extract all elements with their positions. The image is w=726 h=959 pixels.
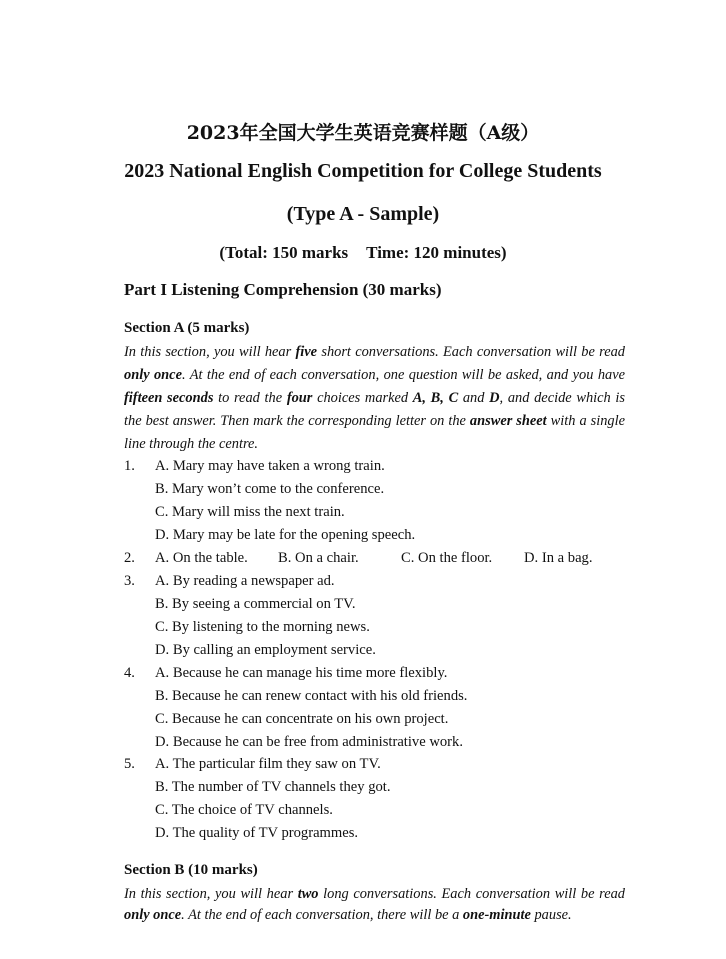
title-english: 2023 National English Competition for College Students [124,160,602,182]
option-b: B. Mary won’t come to the conference. [155,481,385,497]
question-number: 4. [124,665,135,681]
option-c: C. Because he can concentrate on his own project. [155,711,449,727]
section-b-title: Section B (10 marks) [124,862,258,878]
section-a-instructions: In this section, you will hear five short conversations. Each conversation will be read only once. At the end of each conversation, one question will be asked, and you have fifteen seconds to read the four choices marked A, B, C and D, and decide which is the best answer. Then mark the corresponding letter on the answer sheet with a single line through the centre. [124,344,626,452]
section-b-instructions: In this section, you will hear two long conversations. Each conversation will be read only once. At the end of each conversation, there will be a one-minute pause. [124,886,625,923]
option-d: D. Mary may be late for the opening speech. [155,527,416,543]
total-and-time [0,243,726,263]
option-d: D. In a bag. [524,550,593,566]
option-b: B. The number of TV channels they got. [155,779,391,795]
options-row [155,550,593,567]
option-d: D. The quality of TV programmes. [155,825,359,841]
section-a-title: Section A (5 marks) [124,320,250,336]
question-number: 5. [124,756,135,772]
option-b: B. On a chair. [278,550,359,566]
question-number: 3. [124,573,135,589]
option-b: B. Because he can renew contact with his old friends. [155,688,468,704]
option-a: A. Mary may have taken a wrong train. [155,458,385,474]
option-a: A. Because he can manage his time more flexibly. [155,665,448,681]
exam-type: (Type A - Sample) [286,203,440,225]
option-a: A. On the table. [155,550,248,566]
question-number: 1. [124,458,135,474]
part-title: Part I Listening Comprehension (30 marks) [124,280,442,299]
option-a: A. The particular film they saw on TV. [155,756,381,772]
question-number: 2. [124,550,135,566]
option-d: D. Because he can be free from administrative work. [155,734,463,750]
option-c: C. Mary will miss the next train. [155,504,345,520]
option-b: B. By seeing a commercial on TV. [155,596,356,612]
option-c: C. The choice of TV channels. [155,802,333,818]
option-d: D. By calling an employment service. [155,642,376,658]
option-c: C. By listening to the morning news. [155,619,370,635]
time-limit: Time: 120 minutes) [366,243,507,262]
option-c: C. On the floor. [401,550,493,566]
total-marks: (Total: 150 marks [219,243,349,262]
option-a: A. By reading a newspaper ad. [155,573,335,589]
title-chinese: 2023年全国大学生英语竞赛样题（A级） [186,122,540,144]
